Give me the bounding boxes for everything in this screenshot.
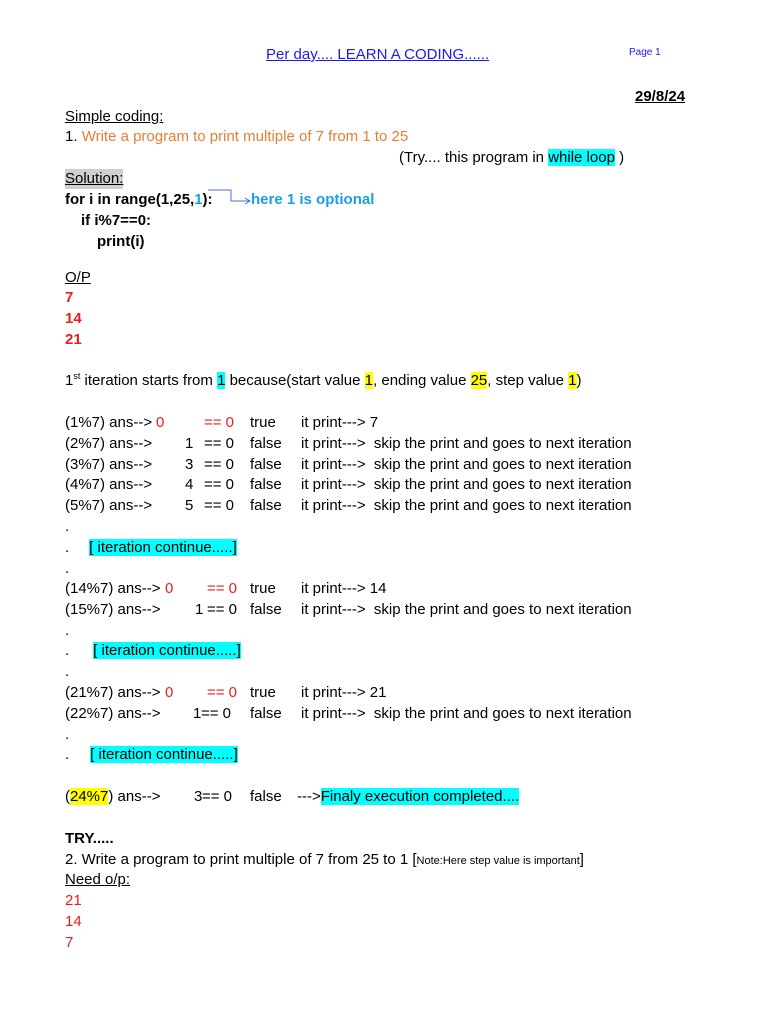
iteration-expr: (4%7) ans-->: [65, 476, 153, 493]
iteration-bool: false: [250, 456, 282, 473]
date-label: 29/8/24: [635, 88, 686, 105]
iteration-result: 1: [193, 705, 202, 722]
ellipsis-dot: .: [65, 746, 70, 763]
iteration-compare: == 0: [202, 788, 233, 805]
iteration-expr: (3%7) ans-->: [65, 456, 153, 473]
need-output-label: Need o/p:: [65, 871, 131, 888]
iteration-print: it print---> skip the print and goes to next iteration: [301, 497, 632, 514]
iteration-compare: == 0: [204, 435, 235, 452]
section-heading: Simple coding:: [65, 108, 164, 125]
iteration-result: 4: [185, 476, 194, 493]
explanation-text: ): [576, 372, 582, 389]
output-value: 7: [65, 289, 74, 306]
try-suffix: ): [614, 149, 625, 166]
explanation-text: because(start value: [225, 372, 365, 389]
iteration-continue-badge: [ iteration continue.....]: [90, 746, 238, 763]
question-2: [65, 850, 584, 871]
code-line-1: [65, 190, 213, 210]
need-output-value: 7: [65, 934, 74, 951]
ellipsis-dot: .: [65, 560, 70, 577]
iteration-expr: (14%7) ans-->: [65, 580, 161, 597]
ordinal-suffix: st: [73, 371, 81, 381]
highlight-value: 1: [217, 372, 226, 389]
iteration-bool: false: [250, 476, 282, 493]
iteration-compare: == 0: [204, 414, 235, 431]
code-note: here 1 is optional: [251, 191, 375, 208]
iteration-print: it print---> skip the print and goes to next iteration: [301, 435, 632, 452]
code-close: ):: [202, 191, 213, 208]
iteration-result: 0: [165, 684, 174, 701]
explanation-text: , step value: [487, 372, 569, 389]
explanation-text: 1: [65, 372, 74, 389]
ellipsis-dot: .: [65, 663, 70, 680]
try-heading: TRY.....: [65, 830, 114, 847]
paren-open: (: [65, 788, 70, 805]
iteration-print: it print---> skip the print and goes to next iteration: [301, 601, 632, 618]
iteration-continue-badge: [ iteration continue.....]: [89, 539, 237, 556]
iteration-print: it print---> skip the print and goes to next iteration: [301, 705, 632, 722]
iteration-result: 5: [185, 497, 194, 514]
continue-line: [65, 641, 241, 661]
arrow-text: --->: [297, 788, 321, 805]
try-hint: [399, 148, 624, 168]
code-line-2: if i%7==0:: [81, 212, 152, 229]
output-value: 14: [65, 310, 82, 327]
page-title[interactable]: Per day.... LEARN A CODING......: [266, 46, 490, 63]
explanation-text: , ending value: [373, 372, 471, 389]
iteration-print: it print---> 14: [301, 580, 387, 597]
iteration-expr: (22%7) ans-->: [65, 705, 161, 722]
iteration-print: it print---> 21: [301, 684, 387, 701]
ellipsis-dot: .: [65, 518, 70, 535]
highlight-value: 1: [364, 372, 374, 389]
iteration-expr: (2%7) ans-->: [65, 435, 153, 452]
iteration-result: 3: [185, 456, 194, 473]
ellipsis-dot: .: [65, 642, 70, 659]
ellipsis-dot: .: [65, 622, 70, 639]
question-text: Write a program to print multiple of 7 from 1 to 25: [81, 128, 409, 145]
iteration-result: 1: [195, 601, 204, 618]
arrow-icon: [202, 189, 255, 209]
question-1: [65, 127, 408, 147]
iteration-result: 0: [156, 414, 165, 431]
continue-line: [65, 745, 238, 765]
iteration-expr: (1%7) ans-->: [65, 414, 153, 431]
expr-rest: ) ans-->: [108, 788, 161, 805]
iteration-expr: (21%7) ans-->: [65, 684, 161, 701]
iteration-bool: false: [250, 497, 282, 514]
highlight-value: 1: [568, 372, 577, 389]
iteration-bool: false: [250, 601, 282, 618]
iteration-compare: == 0: [204, 456, 235, 473]
explanation-text: iteration starts from: [80, 372, 218, 389]
explanation-line: [65, 371, 582, 391]
completion-text: [297, 787, 519, 807]
highlight-value: 25: [470, 372, 488, 389]
try-prefix: (Try.... this program in: [399, 149, 549, 166]
continue-line: [65, 538, 237, 558]
iteration-compare: == 0: [204, 497, 235, 514]
code-step: 1: [194, 191, 203, 208]
solution-label: Solution:: [65, 170, 124, 187]
iteration-compare: == 0: [204, 476, 235, 493]
iteration-bool: false: [250, 435, 282, 452]
iteration-expr: (15%7) ans-->: [65, 601, 161, 618]
iteration-compare: == 0: [201, 705, 232, 722]
ellipsis-dot: .: [65, 539, 70, 556]
ellipsis-dot: .: [65, 726, 70, 743]
iteration-bool: false: [250, 788, 282, 805]
iteration-expr: (5%7) ans-->: [65, 497, 153, 514]
output-value: 21: [65, 331, 82, 348]
highlight-value: 24%7: [70, 788, 109, 805]
page-number: Page 1: [629, 47, 661, 58]
iteration-result: 1: [185, 435, 194, 452]
code-for: for i in range(1,25,: [65, 191, 195, 208]
iteration-bool: false: [250, 705, 282, 722]
iteration-bool: true: [250, 684, 276, 701]
iteration-print: it print---> skip the print and goes to next iteration: [301, 456, 632, 473]
need-output-value: 21: [65, 892, 82, 909]
iteration-print: it print---> 7: [301, 414, 379, 431]
iteration-continue-badge: [ iteration continue.....]: [93, 642, 241, 659]
bracket-close: ]: [579, 851, 584, 868]
code-line-3: print(i): [97, 233, 145, 250]
iteration-bool: true: [250, 580, 276, 597]
completion-badge: Finaly execution completed....: [320, 788, 520, 805]
iteration-compare: == 0: [207, 580, 238, 597]
iteration-result: 3: [194, 788, 203, 805]
need-output-value: 14: [65, 913, 82, 930]
iteration-expr: [65, 787, 160, 807]
question-number: 1.: [65, 128, 78, 145]
iteration-result: 0: [165, 580, 174, 597]
output-label: O/P: [65, 269, 91, 286]
question-note: Note:Here step value is important: [416, 855, 580, 867]
iteration-compare: == 0: [207, 684, 238, 701]
try-highlight: while loop: [548, 149, 615, 166]
question-text: 2. Write a program to print multiple of 7 from 25 to 1 [: [65, 851, 417, 868]
iteration-bool: true: [250, 414, 276, 431]
iteration-print: it print---> skip the print and goes to next iteration: [301, 476, 632, 493]
iteration-compare: == 0: [207, 601, 238, 618]
